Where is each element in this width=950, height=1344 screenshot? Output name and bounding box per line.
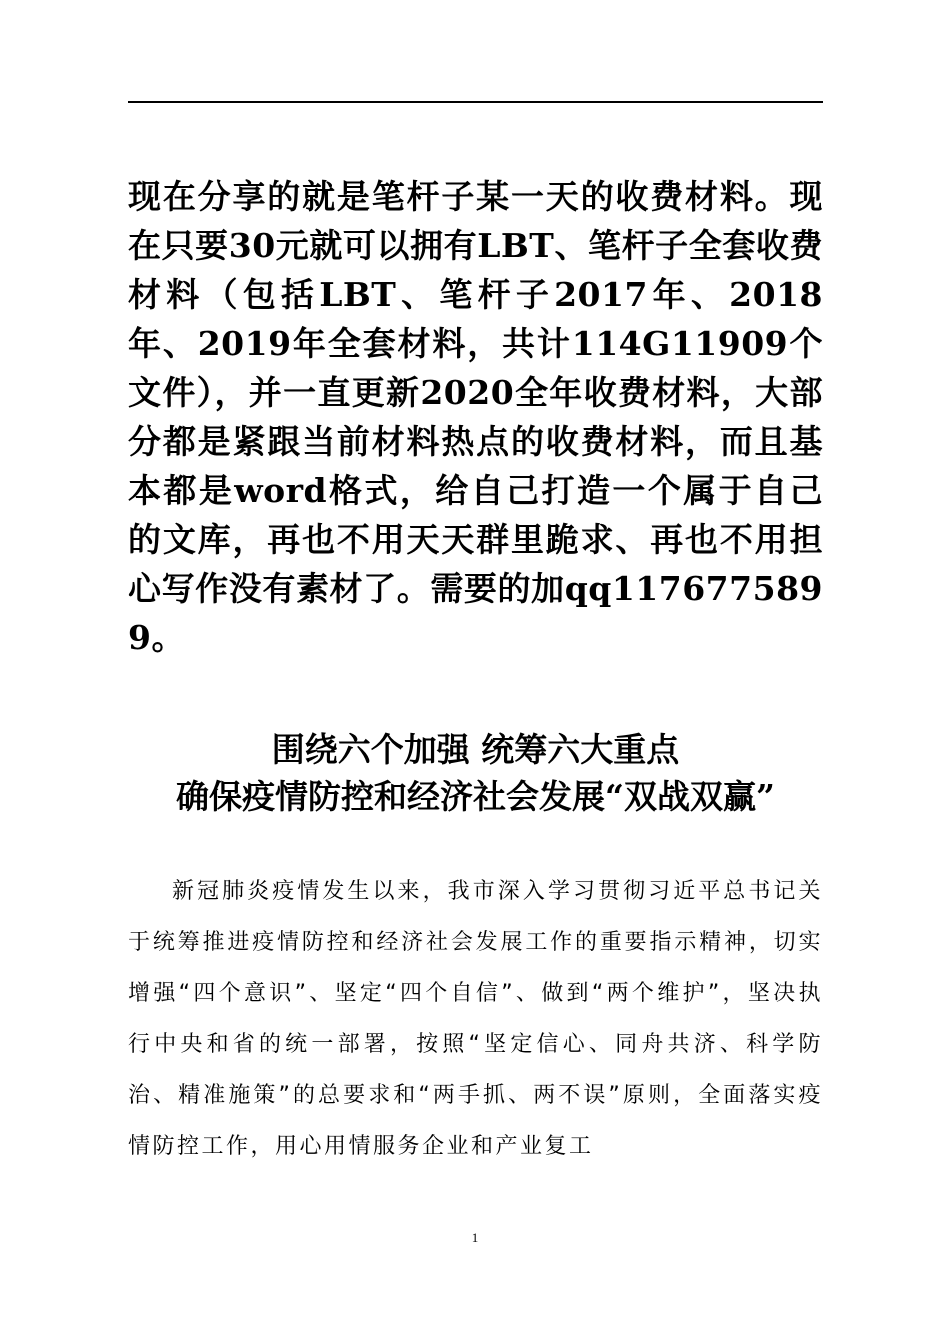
title-line-2: 确保疫情防控和经济社会发展“双战双赢” (176, 777, 775, 816)
title-line-1: 围绕六个加强 统筹六大重点 (271, 730, 680, 769)
promo-paragraph: 现在分享的就是笔杆子某一天的收费材料。现在只要30元就可以拥有LBT、笔杆子全套收费材料（包括LBT、笔杆子2017年、2018年、2019年全套材料，共计114G11909个文件），并一直更新2020全年收费材料，大部分都是紧跟当前材料热点的收费材料，而且基本都是word格式，给自己打造一个属于自己的文库，再也不用天天群里跪求、再也不用担心写作没有素材了。需要的加qq1176775899。 (128, 177, 823, 657)
header-rule (128, 101, 823, 103)
document-title (128, 726, 823, 820)
page-number: 1 (471, 1230, 479, 1245)
body-paragraph: 新冠肺炎疫情发生以来，我市深入学习贯彻习近平总书记关于统筹推进疫情防控和经济社会发展工作的重要指示精神，切实增强“四个意识”、坚定“四个自信”、做到“两个维护”，坚决执行中央和省的统一部署，按照“坚定信心、同舟共济、科学防治、精准施策”的总要求和“两手抓、两不误”原则，全面落实疫情防控工作，用心用情服务企业和产业复工 (128, 879, 823, 1159)
